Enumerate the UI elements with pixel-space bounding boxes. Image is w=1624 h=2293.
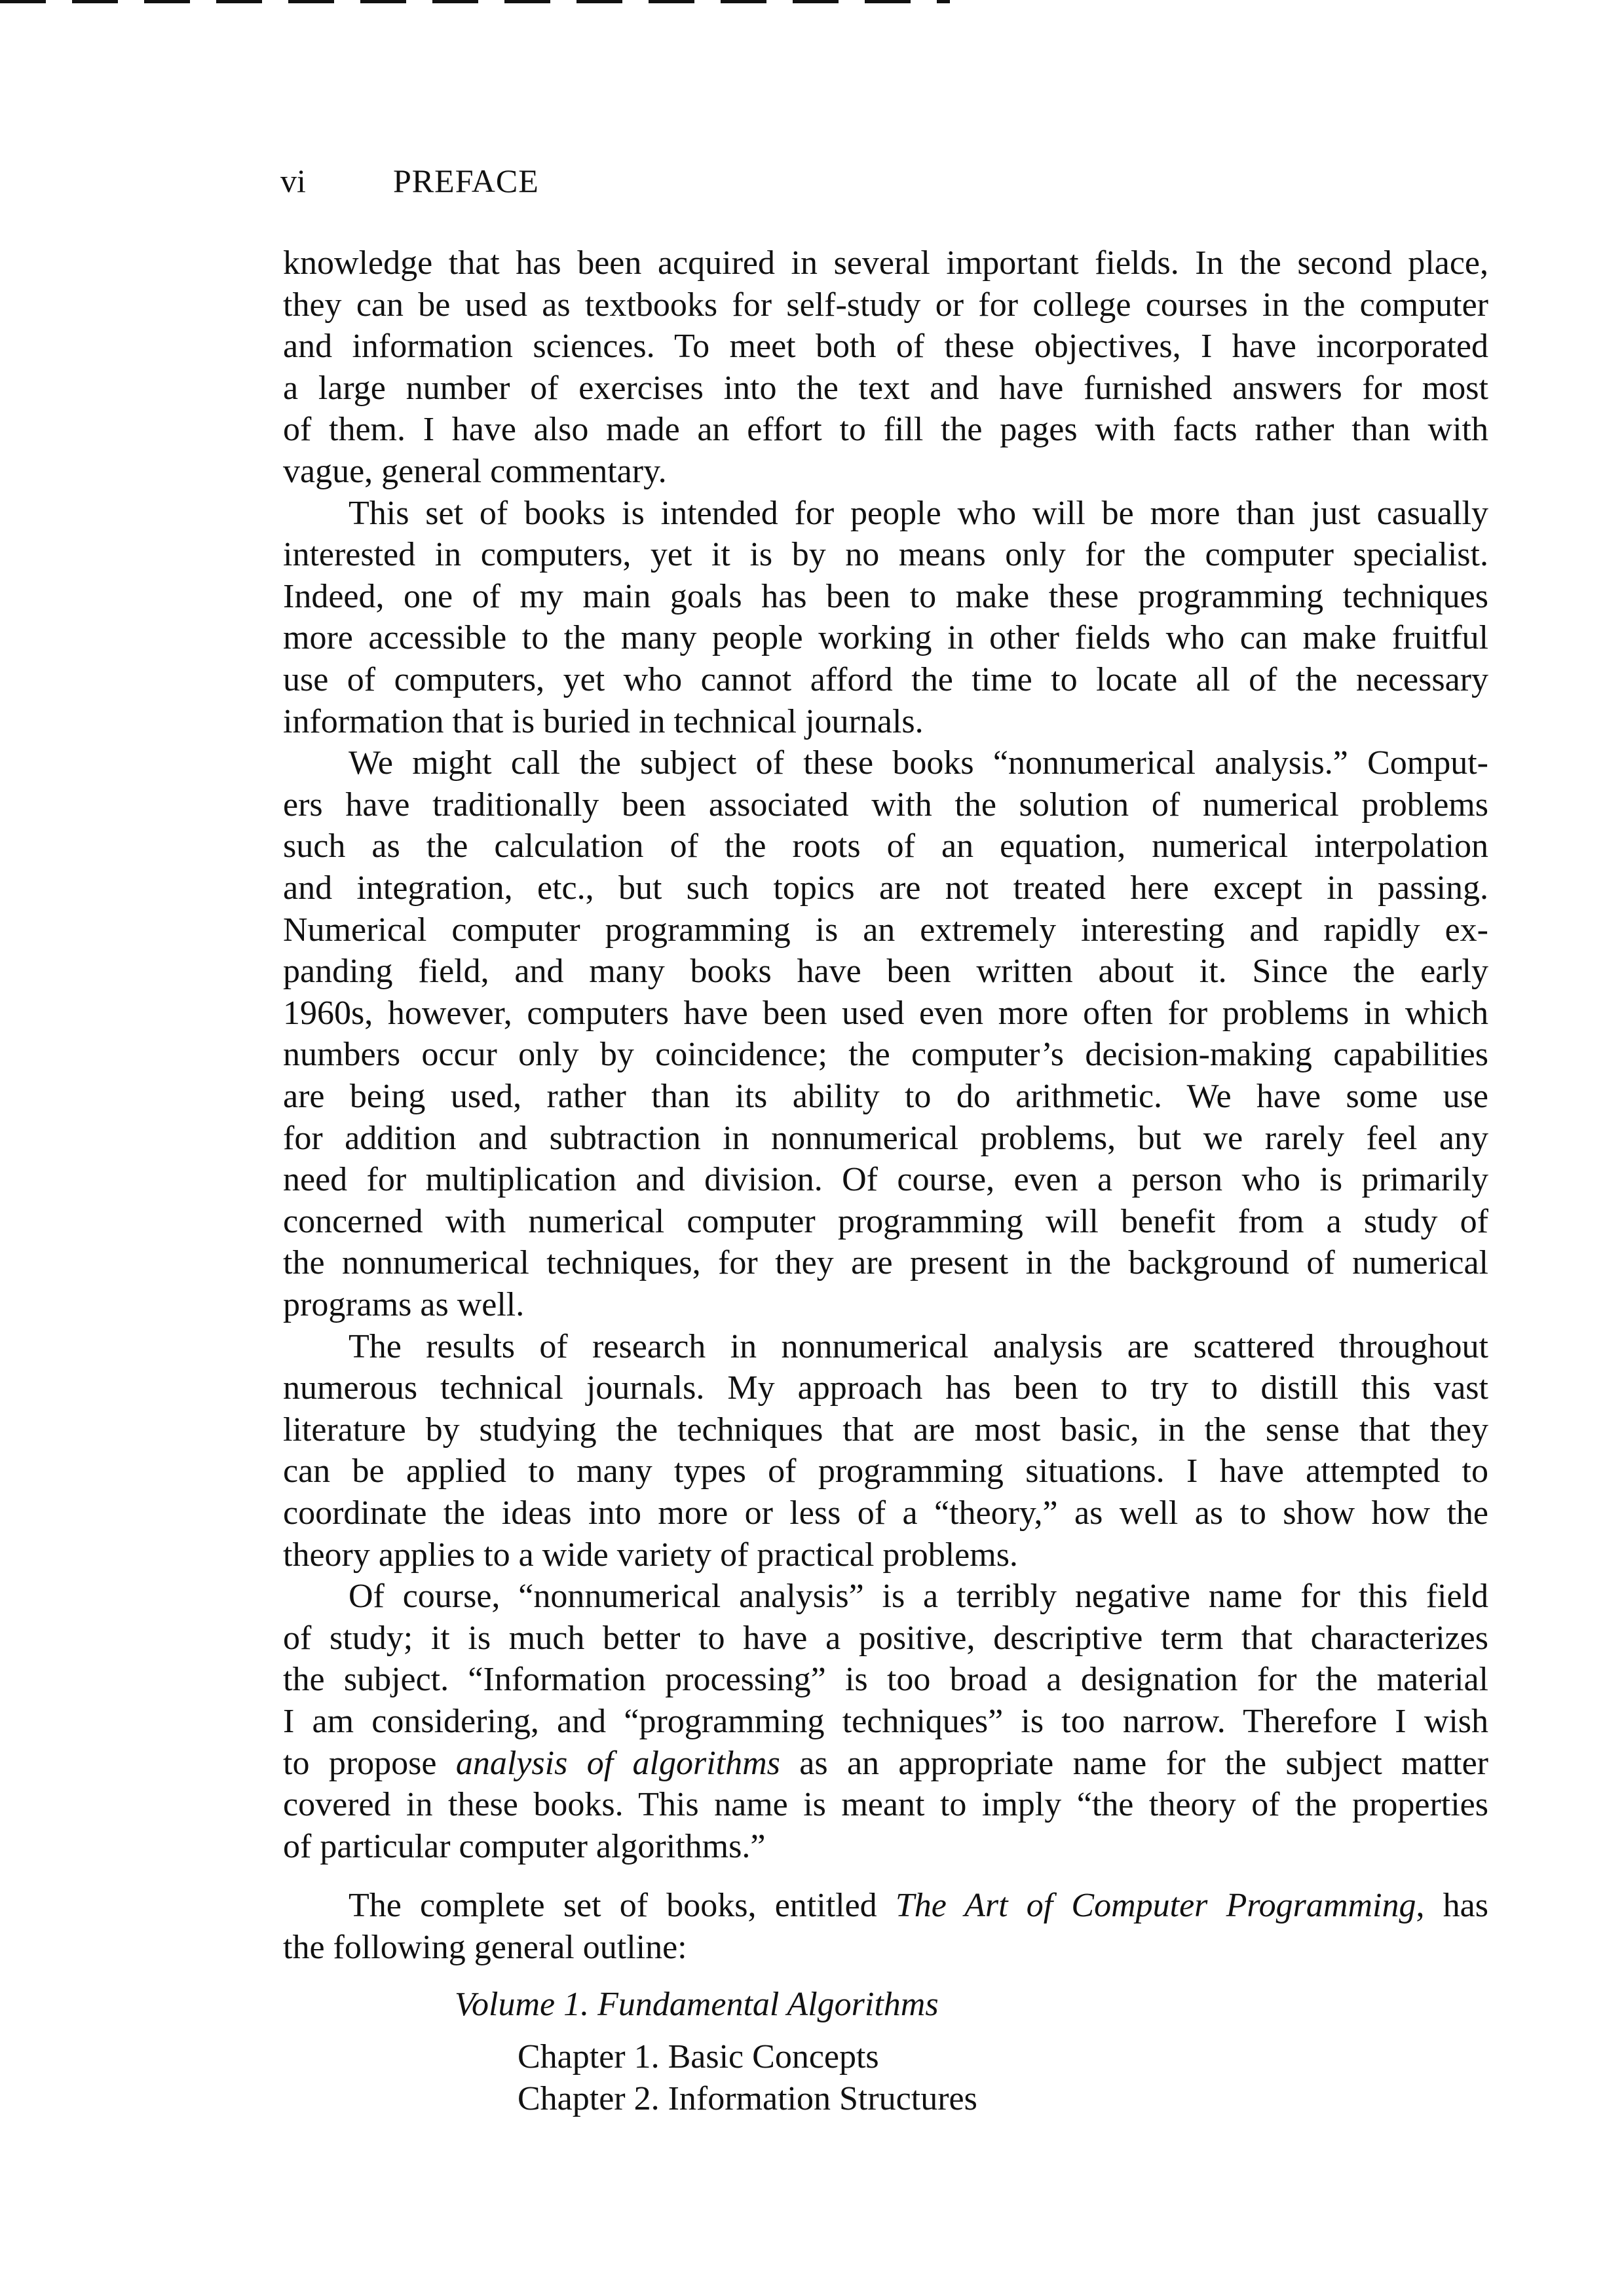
text-line: and information sciences. To meet both of these objectives, I have incorporated bbox=[283, 328, 1488, 366]
text-line: Of course, “nonnumerical analysis” is a terribly negative name for this field bbox=[349, 1578, 1488, 1616]
text-line: such as the calculation of the roots of an equation, numerical interpolation bbox=[283, 827, 1488, 865]
text-line: programs as well. bbox=[283, 1286, 525, 1323]
page-number: vi bbox=[280, 162, 306, 199]
text-line: use of computers, yet who cannot afford the time to locate all of the necessary bbox=[283, 661, 1488, 698]
text-line: and integration, etc., but such topics are not treated here except in passing. bbox=[283, 869, 1488, 907]
outline-chapter-1: Chapter 1. Basic Concepts bbox=[518, 2038, 879, 2075]
text-line: of them. I have also made an effort to fill the pages with facts rather than with bbox=[283, 411, 1488, 449]
text-line: are being used, rather than its ability to do arithmetic. We have some use bbox=[283, 1078, 1488, 1115]
text-line: a large number of exercises into the text and have furnished answers for most bbox=[283, 369, 1488, 407]
text-segment: as an appropriate name for the subject matter bbox=[780, 1744, 1488, 1782]
italic-phrase: analysis of algorithms bbox=[455, 1744, 780, 1782]
text-line: vague, general commentary. bbox=[283, 453, 667, 490]
italic-phrase: The Art of Computer Programming bbox=[895, 1887, 1416, 1925]
text-line: knowledge that has been acquired in several important fields. In the second place, bbox=[283, 244, 1488, 282]
outline-chapter-2: Chapter 2. Information Structures bbox=[518, 2080, 977, 2117]
text-line: of study; it is much better to have a positive, descriptive term that characterizes bbox=[283, 1619, 1488, 1657]
scan-edge-dashed-line bbox=[0, 0, 950, 3]
text-line: Numerical computer programming is an extremely interesting and rapidly ex- bbox=[283, 911, 1488, 949]
text-line: Indeed, one of my main goals has been to make these programming techniques bbox=[283, 577, 1488, 615]
text-line: The results of research in nonnumerical analysis are scattered throughout bbox=[349, 1327, 1488, 1365]
text-line: numerous technical journals. My approach has been to try to distill this vast bbox=[283, 1369, 1488, 1407]
text-line: for addition and subtraction in nonnumerical problems, but we rarely feel any bbox=[283, 1119, 1488, 1157]
text-line: covered in these books. This name is meant to imply “the theory of the properties bbox=[283, 1786, 1488, 1824]
text-line: the following general outline: bbox=[283, 1929, 687, 1966]
text-line: literature by studying the techniques that are most basic, in the sense that they bbox=[283, 1411, 1488, 1449]
outline-volume-1: Volume 1. Fundamental Algorithms bbox=[455, 1986, 939, 2023]
text-line: I am considering, and “programming techniques” is too narrow. Therefore I wish bbox=[283, 1703, 1488, 1740]
text-line: coordinate the ideas into more or less of a “theory,” as well as to show how the bbox=[283, 1494, 1488, 1532]
running-title: PREFACE bbox=[393, 162, 539, 199]
text-line: information that is buried in technical journals. bbox=[283, 702, 924, 740]
text-line: 1960s, however, computers have been used even more often for problems in which bbox=[283, 994, 1488, 1032]
text-line: the subject. “Information processing” is too broad a designation for the material bbox=[283, 1661, 1488, 1699]
text-segment: , has bbox=[1416, 1887, 1488, 1925]
text-segment: The complete set of books, entitled bbox=[349, 1887, 896, 1925]
text-line: the nonnumerical techniques, for they are present in the background of numerical bbox=[283, 1244, 1488, 1282]
text-line bbox=[283, 1743, 1488, 1785]
text-segment: to propose bbox=[283, 1744, 456, 1782]
text-line: interested in computers, yet it is by no means only for the computer specialist. bbox=[283, 536, 1488, 574]
text-line: concerned with numerical computer programming will benefit from a study of bbox=[283, 1202, 1488, 1240]
text-line: need for multiplication and division. Of course, even a person who is primarily bbox=[283, 1161, 1488, 1199]
text-line: they can be used as textbooks for self-study or for college courses in the computer bbox=[283, 286, 1488, 324]
text-line: This set of books is intended for people who will be more than just casually bbox=[349, 494, 1488, 532]
text-line: panding field, and many books have been written about it. Since the early bbox=[283, 953, 1488, 991]
text-line bbox=[349, 1885, 1488, 1927]
text-line: numbers occur only by coincidence; the computer’s decision-making capabilities bbox=[283, 1036, 1488, 1074]
text-line: We might call the subject of these books “nonnumerical analysis.” Comput- bbox=[349, 744, 1488, 782]
text-line: theory applies to a wide variety of practical problems. bbox=[283, 1536, 1018, 1574]
text-line: ers have traditionally been associated with the solution of numerical problems bbox=[283, 786, 1488, 824]
text-line: more accessible to the many people working in other fields who can make fruitful bbox=[283, 619, 1488, 657]
text-line: of particular computer algorithms.” bbox=[283, 1827, 766, 1865]
text-line: can be applied to many types of programming situations. I have attempted to bbox=[283, 1452, 1488, 1490]
